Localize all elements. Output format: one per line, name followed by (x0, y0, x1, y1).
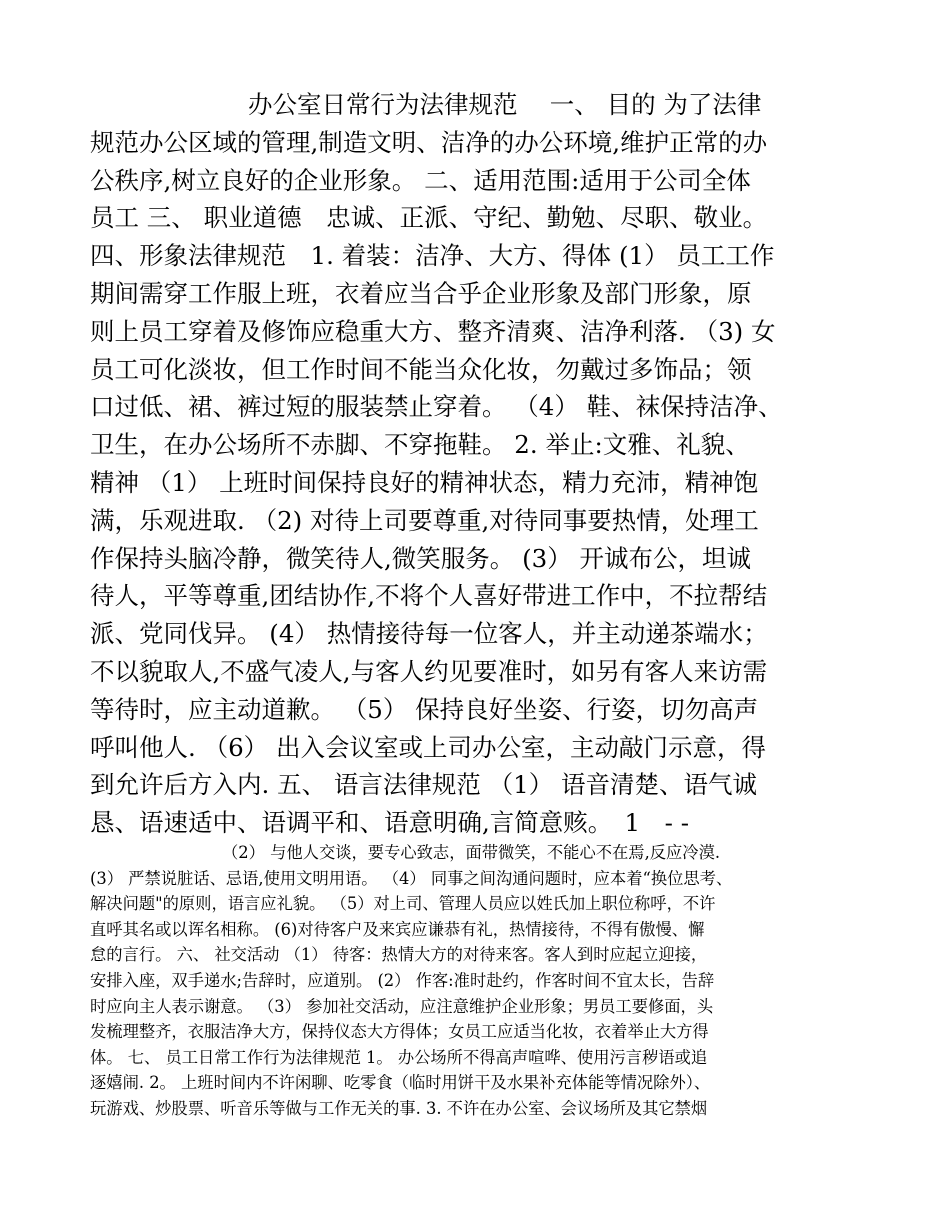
text-line: 员工 三、 职业道德 忠诚、正派、守纪、勤勉、尽职、敬业。 (90, 203, 768, 233)
text-line: 发梳理整齐，衣服洁净大方，保持仪态大方得体；女员工应适当化妆，衣着举止大方得 (90, 1022, 709, 1042)
text-line: 玩游戏、炒股票、听音乐等做与工作无关的事. 3. 不许在办公室、会议场所及其它禁烟 (90, 1098, 708, 1118)
text-line: 安排入座，双手递水;告辞时，应道别。 (2） 作客:准时赴约，作客时间不宜太长，告辞 (90, 970, 715, 990)
text-line: (3） 严禁说脏话、忌语,使用文明用语。 （4） 同事之间沟通问题时，应本着“换位思考、 (90, 868, 733, 888)
text-line: 时应向主人表示谢意。 （3） 参加社交活动，应注意维护企业形象；男员工要修面，头 (90, 996, 714, 1016)
text-line: 待人，平等尊重,团结协作,不将个人喜好带进工作中，不拉帮结 (90, 581, 768, 611)
text-line: 公秩序,树立良好的企业形象。 二、适用范围:适用于公司全体 (90, 165, 751, 195)
text-line: 则上员工穿着及修饰应稳重大方、整齐清爽、洁净利落. （3) 女 (90, 316, 776, 346)
text-line-with-page-number: 恳、语速适中、语调平和、语意明确,言简意赅。 1 - - (90, 808, 689, 838)
document-body-large (90, 86, 860, 842)
text-line: （2） 与他人交谈，要专心致志，面带微笑，不能心不在焉,反应冷漠. (222, 843, 721, 862)
document-body-small (90, 840, 880, 1122)
text-line: 直呼其名或以诨名相称。 (6)对待客户及来宾应谦恭有礼，热情接待，不得有傲慢、懈 (90, 919, 705, 939)
text-line: 不以貌取人,不盛气凌人,与客人约见要准时，如另有客人来访需 (90, 656, 768, 686)
text-line: 作保持头脑冷静，微笑待人,微笑服务。 (3） 开诚布公，坦诚 (90, 543, 752, 573)
text-line: 逐嬉闹. 2。 上班时间内不许闲聊、吃零食（临时用饼干及水果补充体能等情况除外）、 (90, 1073, 711, 1093)
text-line: 卫生，在办公场所不赤脚、不穿拖鞋。 2. 举止:文雅、礼貌、 (90, 430, 750, 460)
text-line: 口过低、裙、裤过短的服装禁止穿着。 （4） 鞋、袜保持洁净、 (90, 392, 783, 422)
text-line: 到允许后方入内. 五、 语言法律规范 （1） 语音清楚、语气诚 (90, 770, 758, 800)
text-line: 四、形象法律规范 1. 着装：洁净、大方、得体 (1） 员工工作 (90, 241, 775, 271)
text-line: 员工可化淡妆，但工作时间不能当众化妆，勿戴过多饰品；领 (90, 354, 752, 384)
text-line: 规范办公区域的管理,制造文明、洁净的办公环境,维护正常的办 (90, 127, 768, 157)
document-title-line: 办公室日常行为法律规范 一、 目的 为了法律 (248, 90, 762, 119)
text-line: 精神 （1） 上班时间保持良好的精神状态，精力充沛，精神饱 (90, 467, 759, 497)
text-line: 怠的言行。 六、 社交活动 （1） 待客：热情大方的对待来客。客人到时应起立迎接， (90, 945, 708, 965)
text-line: 满，乐观进取. （2) 对待上司要尊重,对待同事要热情，处理工 (90, 505, 759, 535)
text-line: 解决问题"的原则，语言应礼貌。 （5）对上司、管理人员应以姓氏加上职位称呼，不许 (90, 894, 716, 914)
text-line: 期间需穿工作服上班，衣着应当合乎企业形象及部门形象，原 (90, 278, 752, 308)
text-line: 等待时，应主动道歉。 （5） 保持良好坐姿、行姿，切勿高声 (90, 694, 759, 724)
text-line: 派、党同伐异。 (4） 热情接待每一位客人，并主动递茶端水； (90, 619, 768, 649)
text-line: 呼叫他人. （6） 出入会议室或上司办公室，主动敲门示意，得 (90, 732, 766, 762)
text-line: 体。 七、 员工日常工作行为法律规范 1。 办公场所不得高声喧哗、使用污言秽语或追 (90, 1047, 708, 1067)
